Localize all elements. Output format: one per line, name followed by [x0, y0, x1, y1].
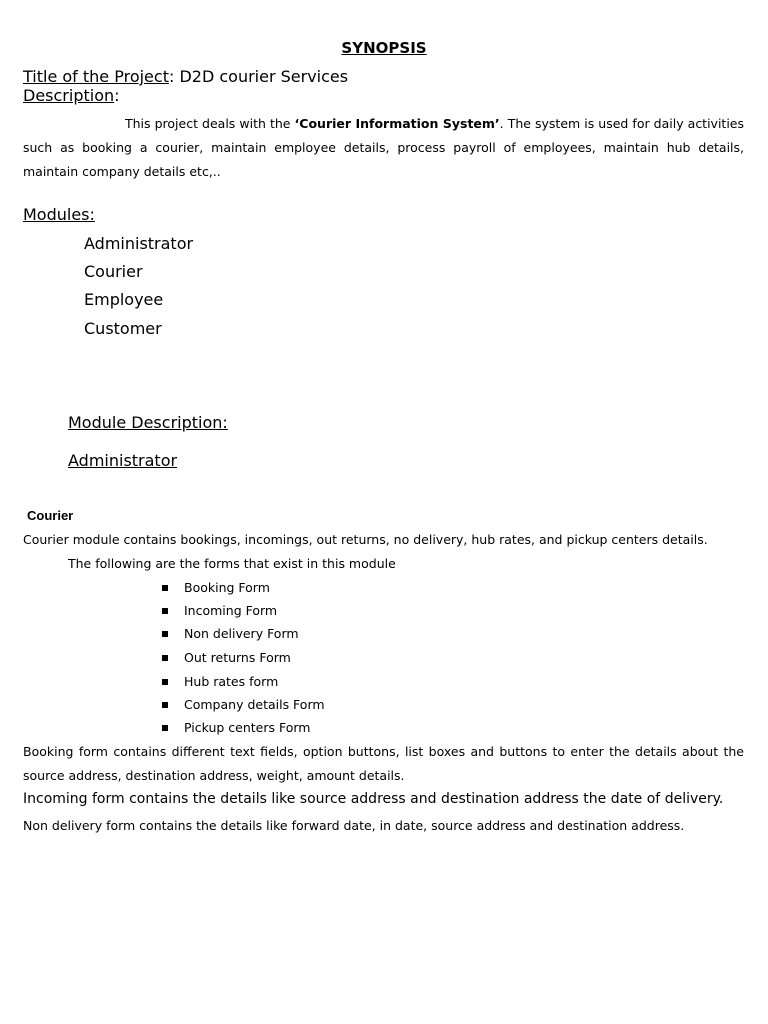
module-item: Administrator	[84, 234, 194, 253]
module-item: Customer	[84, 319, 162, 338]
square-bullet-icon	[162, 608, 168, 614]
project-title-line	[23, 67, 348, 86]
form-list-item	[162, 650, 291, 665]
form-list-item	[162, 580, 270, 595]
square-bullet-icon	[162, 679, 168, 685]
form-list-item-label: Booking Form	[184, 580, 270, 595]
square-bullet-icon	[162, 702, 168, 708]
square-bullet-icon	[162, 725, 168, 731]
form-list-item	[162, 697, 325, 712]
forms-intro-text: The following are the forms that exist in this module	[68, 556, 396, 571]
square-bullet-icon	[162, 631, 168, 637]
administrator-section-heading: Administrator	[68, 451, 178, 470]
module-description-heading: Module Description:	[68, 413, 228, 432]
description-colon: :	[114, 86, 120, 105]
module-item: Employee	[84, 290, 164, 309]
booking-form-paragraph: Booking form contains different text fields, option buttons, list boxes and buttons to enter the details about the source address, destination address, weight, amount details.	[23, 744, 744, 783]
form-list-item-label: Non delivery Form	[184, 626, 299, 641]
description-label: Description	[23, 86, 115, 105]
form-list-item-label: Pickup centers Form	[184, 720, 311, 735]
form-list-item	[162, 603, 277, 618]
form-list-item	[162, 674, 278, 689]
description-text-end: . The system is used for daily activities such as booking a courier, maintain employee details, process payroll of employees, maintain hub details, maintain company details etc,..	[23, 116, 745, 179]
form-list-item	[162, 720, 310, 735]
form-list-item-label: Hub rates form	[184, 674, 279, 689]
description-heading-line	[23, 86, 120, 105]
description-system-name: ‘Courier Information System’	[294, 116, 500, 131]
courier-intro-text: Courier module contains bookings, incomings, out returns, no delivery, hub rates, and pickup centers details.	[23, 532, 708, 547]
form-list-item	[162, 626, 299, 641]
form-list-item-label: Incoming Form	[184, 603, 278, 618]
modules-heading: Modules:	[23, 205, 95, 224]
description-text-start: This project deals with the	[125, 116, 295, 131]
non-delivery-form-paragraph: Non delivery form contains the details like forward date, in date, source address and destination address.	[23, 818, 685, 833]
description-paragraph	[23, 112, 744, 184]
project-title-label: Title of the Project	[23, 67, 169, 86]
square-bullet-icon	[162, 655, 168, 661]
form-list-item-label: Company details Form	[184, 697, 325, 712]
module-item: Courier	[84, 262, 143, 281]
courier-section-heading: Courier	[27, 508, 74, 523]
project-title-value: : D2D courier Services	[168, 67, 349, 86]
square-bullet-icon	[162, 585, 168, 591]
form-list-item-label: Out returns Form	[184, 650, 291, 665]
document-heading: SYNOPSIS	[341, 39, 427, 57]
incoming-form-paragraph: Incoming form contains the details like source address and destination address the date of delivery.	[23, 791, 724, 807]
